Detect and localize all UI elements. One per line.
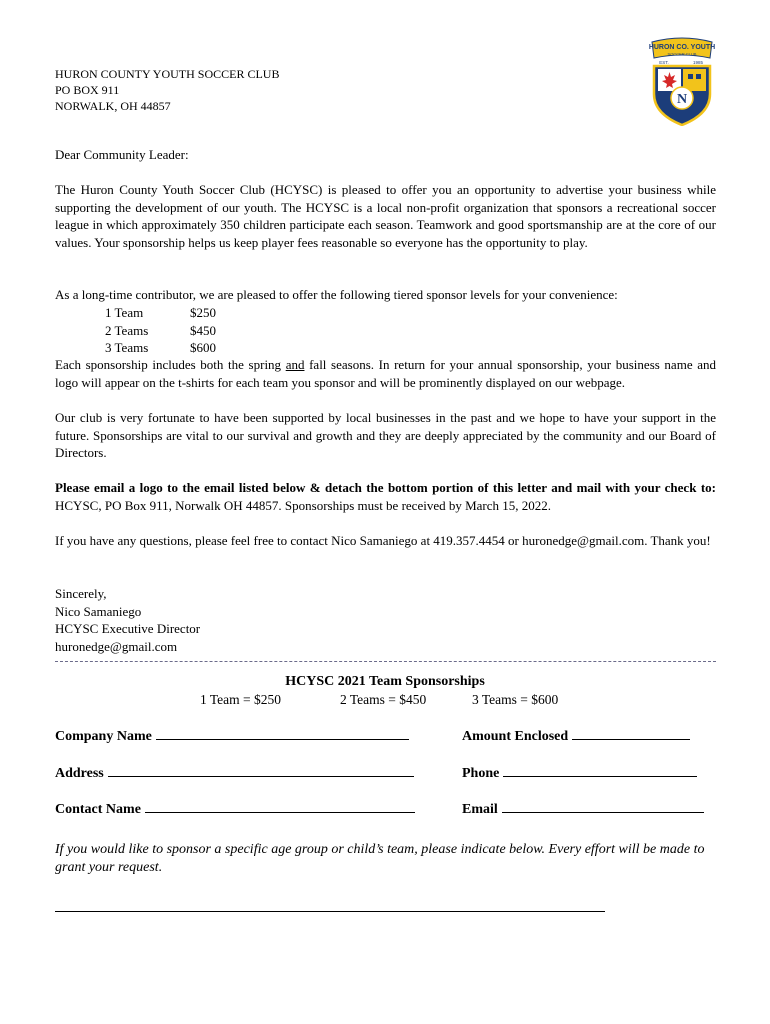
tier-price: $250 <box>190 305 216 320</box>
detach-dashed-line <box>55 661 716 662</box>
address-line[interactable] <box>108 775 414 777</box>
price-2-teams: 2 Teams = $450 <box>340 692 427 707</box>
amount-enclosed-line[interactable] <box>572 738 690 740</box>
phone-label: Phone <box>462 766 500 781</box>
company-name-field[interactable] <box>55 729 409 745</box>
tier-row <box>105 322 216 340</box>
po-box: PO BOX 911 <box>55 83 120 97</box>
tier-teams: 1 Team <box>105 305 144 320</box>
letterhead-address <box>55 66 279 114</box>
price-3-teams: 3 Teams = $600 <box>472 692 559 707</box>
tier-row <box>105 339 216 357</box>
company-name-line[interactable] <box>156 738 409 740</box>
contact-paragraph: If you have any questions, please feel free to contact Nico Samaniego at 419.357.4454 or huronedge@gmail.com. Thank you! <box>55 533 711 548</box>
org-name: HURON COUNTY YOUTH SOCCER CLUB <box>55 67 280 81</box>
address-field[interactable] <box>55 766 414 782</box>
and-underlined: and <box>285 357 305 372</box>
age-group-note: If you would like to sponsor a specific age group or child’s team, please indicate below. Every effort will be made to grant your request. <box>55 842 705 875</box>
tier-price: $450 <box>190 322 216 338</box>
tier-list <box>105 304 216 357</box>
amount-enclosed-label: Amount Enclosed <box>462 729 569 744</box>
price-1-team: 1 Team = $250 <box>200 692 282 707</box>
signature-block <box>55 585 716 655</box>
svg-text:1985: 1985 <box>692 60 704 65</box>
signer-title: HCYSC Executive Director <box>55 621 201 636</box>
contact-name-label: Contact Name <box>55 802 141 817</box>
phone-field[interactable] <box>462 766 697 782</box>
svg-text:N: N <box>676 92 688 107</box>
city-state-zip: NORWALK, OH 44857 <box>55 99 171 113</box>
club-crest-logo <box>648 36 716 126</box>
salutation: Dear Community Leader: <box>55 147 189 162</box>
svg-text:HURON CO. YOUTH: HURON CO. YOUTH <box>648 44 716 51</box>
tier-row <box>105 304 216 322</box>
svg-text:EST.: EST. <box>659 60 669 65</box>
email-label: Email <box>462 802 498 817</box>
svg-text:SOCCER CLUB: SOCCER CLUB <box>667 51 697 57</box>
season-paragraph: Each sponsorship includes both the spring and fall seasons. In return for your annual sponsorship, your business name and logo will appear on the t-shirts for each team you sponsor and will be prominently displayed on our webpage. <box>55 357 716 390</box>
age-group-write-in-line[interactable] <box>55 911 605 912</box>
signer-email: huronedge@gmail.com <box>55 638 178 654</box>
contact-name-field[interactable] <box>55 802 415 818</box>
phone-line[interactable] <box>503 775 697 777</box>
form-prices <box>200 692 558 708</box>
tier-price: $600 <box>190 340 216 355</box>
email-field[interactable] <box>462 802 704 818</box>
intro-paragraph: The Huron County Youth Soccer Club (HCYSC) is pleased to offer you an opportunity to advertise your business while supporting the development of our youth. The HCYSC is a local non-profit organization that sponsors a recreational soccer league in which approximately 350 children participate each season. Teamwork and good sportsmanship are at the core of our values. Your sponsorship helps us keep player fees reasonable so everyone has the opportunity to play. <box>55 182 716 250</box>
address-label: Address <box>55 766 104 781</box>
tier-intro: As a long-time contributor, we are pleased to offer the following tiered sponsor levels for your convenience: <box>55 287 618 302</box>
signer-name: Nico Samaniego <box>55 603 142 619</box>
form-title: HCYSC 2021 Team Sponsorships <box>285 674 485 689</box>
tier-teams: 2 Teams <box>105 322 149 338</box>
company-name-label: Company Name <box>55 729 152 744</box>
closing: Sincerely, <box>55 586 107 601</box>
email-line[interactable] <box>502 811 704 813</box>
contact-name-line[interactable] <box>145 811 415 813</box>
instructions-bold: Please email a logo to the email listed below & detach the bottom portion of this letter and mail with your check to: <box>55 480 716 495</box>
tier-teams: 3 Teams <box>105 340 149 355</box>
amount-enclosed-field[interactable] <box>462 729 690 745</box>
instructions-paragraph: Please email a logo to the email listed below & detach the bottom portion of this letter and mail with your check to: HCYSC, PO Box 911, Norwalk OH 44857. Sponsorships must be received by March 15, 2022. <box>55 480 716 513</box>
support-paragraph: Our club is very fortunate to have been supported by local businesses in the past and we hope to have your support in the future. Sponsorships are vital to our survival and growth and they are deeply appreciated by the community and our Board of Directors. <box>55 410 716 460</box>
